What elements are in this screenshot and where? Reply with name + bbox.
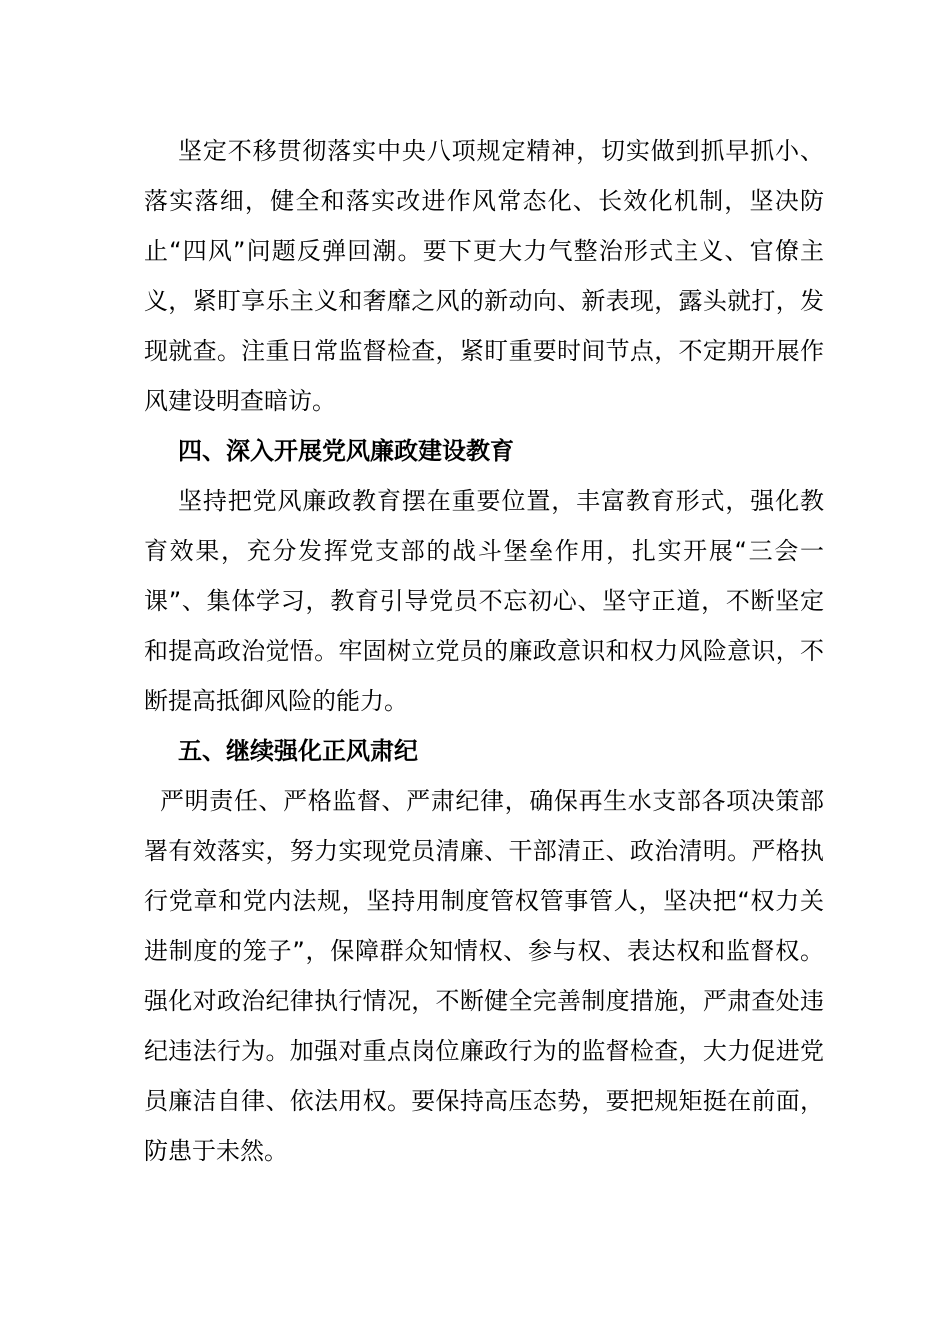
paragraph-style-work: 坚定不移贯彻落实中央八项规定精神，切实做到抓早抓小、落实落细，健全和落实改进作风常态化、长效化机制，坚决防止“四风”问题反弹回潮。要下更大力气整治形式主义、官僚主义，紧盯享乐主义和奢靡之风的新动向、新表现，露头就打，发现就查。注重日常监督检查，紧盯重要时间节点，不定期开展作风建设明查暗访。 (144, 137, 824, 415)
section-heading-5: 五、继续强化正风肃纪 (178, 737, 418, 765)
paragraph-education: 坚持把党风廉政教育摆在重要位置，丰富教育形式，强化教育效果，充分发挥党支部的战斗堡垒作用，扎实开展“三会一课”、集体学习，教育引导党员不忘初心、坚守正道，不断坚定和提高政治觉悟。牢固树立党员的廉政意识和权力风险意识，不断提高抵御风险的能力。 (144, 487, 824, 715)
document-body (144, 126, 824, 1176)
section-heading-4: 四、深入开展党风廉政建设教育 (178, 437, 514, 465)
paragraph-discipline: 严明责任、严格监督、严肃纪律，确保再生水支部各项决策部署有效落实，努力实现党员清廉、干部清正、政治清明。严格执行党章和党内法规，坚持用制度管权管事管人，坚决把“权力关进制度的笼子”，保障群众知情权、参与权、表达权和监督权。强化对政治纪律执行情况，不断健全完善制度措施，严肃查处违纪违法行为。加强对重点岗位廉政行为的监督检查，大力促进党员廉洁自律、依法用权。要保持高压态势，要把规矩挺在前面，防患于未然。 (144, 787, 824, 1165)
